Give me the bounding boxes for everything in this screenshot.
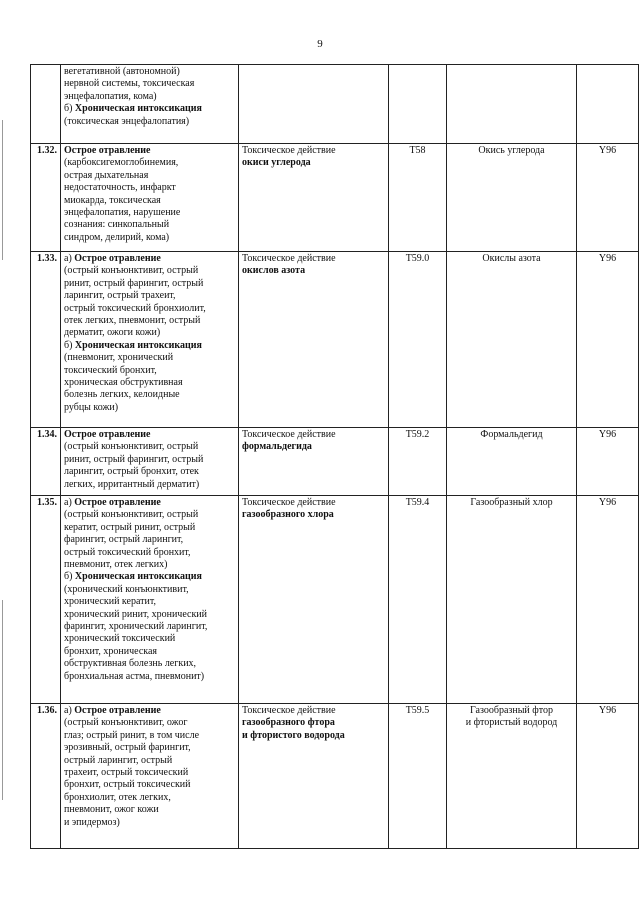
disease-description-line <box>64 497 235 509</box>
disease-description-line <box>64 365 235 377</box>
disease-description-line <box>64 671 235 683</box>
description-text: сознания: синкопальный <box>64 219 170 231</box>
table-row <box>31 496 639 704</box>
description-text: миокарда, токсическая <box>64 194 161 206</box>
description-text: кератит, острый ринит, острый <box>64 521 196 533</box>
description-text: синдром, делирий, кома) <box>64 231 170 243</box>
disease-description-line <box>64 265 235 277</box>
disease-description-line <box>64 157 235 169</box>
description-text: бронхит, острый токсический <box>64 779 191 791</box>
disease-description-cell <box>61 65 239 144</box>
disease-description-line <box>64 779 235 791</box>
disease-description-line <box>64 207 235 219</box>
disease-description-line <box>64 145 235 157</box>
harmful-agent-cell <box>447 496 577 704</box>
disease-description-line <box>64 327 235 339</box>
substance-name: газообразного хлора <box>242 509 334 521</box>
disease-description-line <box>64 402 235 414</box>
description-text: фарингит, хронический ларингит, <box>64 621 208 633</box>
description-text: отек легких, пневмонит, острый <box>64 315 201 327</box>
description-text: рубцы кожи) <box>64 401 119 413</box>
description-text: (острый конъюнктивит, острый <box>64 441 199 453</box>
disease-description-line <box>64 441 235 453</box>
description-text: вегетативной (автономной) <box>64 66 180 77</box>
description-text: а) <box>64 705 75 716</box>
disease-description-line <box>64 633 235 645</box>
disease-description-line <box>64 340 235 352</box>
description-text: бронхиолит, отек легких, <box>64 791 171 803</box>
description-text: хронический токсический <box>64 633 176 645</box>
row-number: 1.32. <box>31 144 61 252</box>
description-text: ринит, острый фарингит, острый <box>64 453 204 465</box>
disease-description-line <box>64 479 235 491</box>
disease-description-line <box>64 534 235 546</box>
description-text: ларингит, острый бронхит, отек <box>64 466 199 478</box>
disease-description-line <box>64 559 235 571</box>
description-text: (токсическая энцефалопатия) <box>64 115 190 127</box>
disease-description-line <box>64 705 235 717</box>
disease-description-line <box>64 290 235 302</box>
description-text: токсический бронхит, <box>64 364 157 376</box>
icd-code: T59.4 <box>389 496 447 704</box>
description-text: хронический кератит, <box>64 596 156 608</box>
substance-name: газообразного фтора <box>242 717 335 729</box>
harmful-agent-name: Окись углерода <box>478 145 545 156</box>
harmful-agent-name: и фтористый водород <box>465 717 558 729</box>
disease-description-line <box>64 389 235 401</box>
disease-description-line <box>64 253 235 265</box>
external-cause-code: Y96 <box>577 496 639 704</box>
description-text: дерматит, ожоги кожи) <box>64 327 161 339</box>
harmful-agent-name: Формальдегид <box>480 429 543 440</box>
disease-description-line <box>64 571 235 583</box>
external-cause-code: Y96 <box>577 428 639 496</box>
description-text: острый токсический бронхит, <box>64 546 191 558</box>
disease-description-line <box>64 804 235 816</box>
disease-description-line <box>64 377 235 389</box>
description-text: ринит, острый фарингит, острый <box>64 277 204 289</box>
toxic-action-label: Токсическое действие <box>242 429 336 440</box>
toxic-action-cell <box>239 496 389 704</box>
description-text: б) <box>64 339 75 351</box>
description-text: ларингит, острый трахеит, <box>64 290 176 302</box>
table-row <box>31 144 639 252</box>
table-row <box>31 428 639 496</box>
disease-description-line <box>64 219 235 231</box>
diseases-table <box>30 64 639 849</box>
toxic-action-label: Токсическое действие <box>242 497 336 508</box>
disease-description-cell <box>61 252 239 428</box>
description-text: бронхиальная астма, пневмонит) <box>64 670 205 682</box>
description-text: острая дыхательная <box>64 169 149 181</box>
description-heading: Хроническая интоксикация <box>74 339 202 351</box>
row-number: 1.35. <box>31 496 61 704</box>
description-text: нервной системы, токсическая <box>64 78 195 90</box>
description-text: недостаточность, инфаркт <box>64 182 176 194</box>
table-row <box>31 704 639 849</box>
description-text: обструктивная болезнь легких, <box>64 658 197 670</box>
table-row <box>31 65 639 144</box>
description-text: бронхит, хроническая <box>64 645 158 657</box>
disease-description-line <box>64 547 235 559</box>
toxic-action-label: Токсическое действие <box>242 145 336 156</box>
description-text: Острое отравление <box>64 429 151 440</box>
disease-description-line <box>64 717 235 729</box>
harmful-agent-cell <box>447 65 577 144</box>
icd-code <box>389 65 447 144</box>
disease-description-line <box>64 817 235 829</box>
harmful-agent-cell <box>447 704 577 849</box>
disease-description-line <box>64 584 235 596</box>
substance-name: и фтористого водорода <box>242 729 345 741</box>
row-number: 1.33. <box>31 252 61 428</box>
icd-code: T59.5 <box>389 704 447 849</box>
icd-code: T58 <box>389 144 447 252</box>
disease-description-line <box>64 454 235 466</box>
disease-description-line <box>64 658 235 670</box>
disease-description-line <box>64 195 235 207</box>
disease-description-line <box>64 730 235 742</box>
disease-description-cell <box>61 496 239 704</box>
disease-description-line <box>64 91 235 103</box>
harmful-agent-name: Газообразный фтор <box>470 705 553 716</box>
disease-description-line <box>64 466 235 478</box>
description-text: а) <box>64 253 75 264</box>
disease-description-line <box>64 182 235 194</box>
disease-description-line <box>64 429 235 441</box>
harmful-agent-cell <box>447 428 577 496</box>
disease-description-line <box>64 78 235 90</box>
description-text: эрозивный, острый фарингит, <box>64 742 191 754</box>
toxic-action-cell <box>239 428 389 496</box>
description-text: пневмонит, ожог кожи <box>64 804 159 816</box>
disease-description-cell <box>61 144 239 252</box>
icd-code: T59.0 <box>389 252 447 428</box>
disease-description-line <box>64 767 235 779</box>
description-text: Острое отравление <box>64 145 151 156</box>
disease-description-line <box>64 646 235 658</box>
description-text: (острый конъюнктивит, острый <box>64 265 199 277</box>
description-text: б) <box>64 571 75 583</box>
toxic-action-cell <box>239 252 389 428</box>
description-text: энцефалопатия, нарушение <box>64 207 181 219</box>
disease-description-line <box>64 352 235 364</box>
description-text: а) <box>64 497 75 508</box>
description-text: б) <box>64 103 75 115</box>
toxic-action-cell <box>239 704 389 849</box>
description-heading: Острое отравление <box>74 497 161 508</box>
disease-description-line <box>64 509 235 521</box>
disease-description-line <box>64 66 235 78</box>
icd-code: T59.2 <box>389 428 447 496</box>
substance-name: окиси углерода <box>242 157 311 169</box>
description-text: болезнь легких, келоидные <box>64 389 180 401</box>
substance-name: окислов азота <box>242 265 306 277</box>
page-number: 9 <box>317 38 323 50</box>
description-text: хронический ринит, хронический <box>64 608 208 620</box>
external-cause-code: Y96 <box>577 144 639 252</box>
disease-description-line <box>64 621 235 633</box>
description-text: энцефалопатия, кома) <box>64 90 157 102</box>
description-text: хроническая обструктивная <box>64 377 183 389</box>
description-text: пневмонит, отек легких) <box>64 559 168 571</box>
disease-description-line <box>64 792 235 804</box>
description-text: острый ларингит, острый <box>64 754 173 766</box>
table-body <box>31 65 639 849</box>
table-row <box>31 252 639 428</box>
external-cause-code: Y96 <box>577 252 639 428</box>
description-text: легких, ирритантный дерматит) <box>64 478 200 490</box>
description-heading: Хроническая интоксикация <box>74 571 202 583</box>
toxic-action-label: Токсическое действие <box>242 253 336 264</box>
disease-description-line <box>64 170 235 182</box>
description-text: (пневмонит, хронический <box>64 352 174 364</box>
description-heading: Острое отравление <box>74 253 161 264</box>
row-number: 1.34. <box>31 428 61 496</box>
disease-description-line <box>64 755 235 767</box>
description-text: фарингит, острый ларингит, <box>64 534 184 546</box>
description-heading: Хроническая интоксикация <box>74 103 202 115</box>
substance-name: формальдегида <box>242 441 312 453</box>
disease-description-line <box>64 596 235 608</box>
disease-description-line <box>64 103 235 115</box>
page-edge-line <box>2 120 3 260</box>
disease-description-line <box>64 315 235 327</box>
disease-description-line <box>64 303 235 315</box>
description-text: (острый конъюнктивит, ожог <box>64 717 188 729</box>
disease-description-line <box>64 232 235 244</box>
disease-description-line <box>64 522 235 534</box>
harmful-agent-name: Окислы азота <box>482 253 541 264</box>
description-heading: Острое отравление <box>74 705 161 716</box>
disease-description-line <box>64 116 235 128</box>
external-cause-code: Y96 <box>577 704 639 849</box>
description-text: (острый конъюнктивит, острый <box>64 509 199 521</box>
external-cause-code <box>577 65 639 144</box>
harmful-agent-cell <box>447 144 577 252</box>
description-text: глаз; острый ринит, в том числе <box>64 729 200 741</box>
description-text: (карбоксигемоглобинемия, <box>64 157 179 169</box>
description-text: (хронический конъюнктивит, <box>64 583 189 595</box>
disease-description-cell <box>61 428 239 496</box>
row-number <box>31 65 61 144</box>
harmful-agent-name: Газообразный хлор <box>470 497 553 508</box>
toxic-action-cell <box>239 144 389 252</box>
row-number: 1.36. <box>31 704 61 849</box>
harmful-agent-cell <box>447 252 577 428</box>
disease-description-line <box>64 609 235 621</box>
page-edge-line <box>2 600 3 800</box>
disease-description-line <box>64 278 235 290</box>
disease-description-line <box>64 742 235 754</box>
toxic-action-label: Токсическое действие <box>242 705 336 716</box>
toxic-action-cell <box>239 65 389 144</box>
disease-description-cell <box>61 704 239 849</box>
description-text: трахеит, острый токсический <box>64 767 189 779</box>
description-text: острый токсический бронхиолит, <box>64 302 206 314</box>
description-text: и эпидермоз) <box>64 816 120 828</box>
